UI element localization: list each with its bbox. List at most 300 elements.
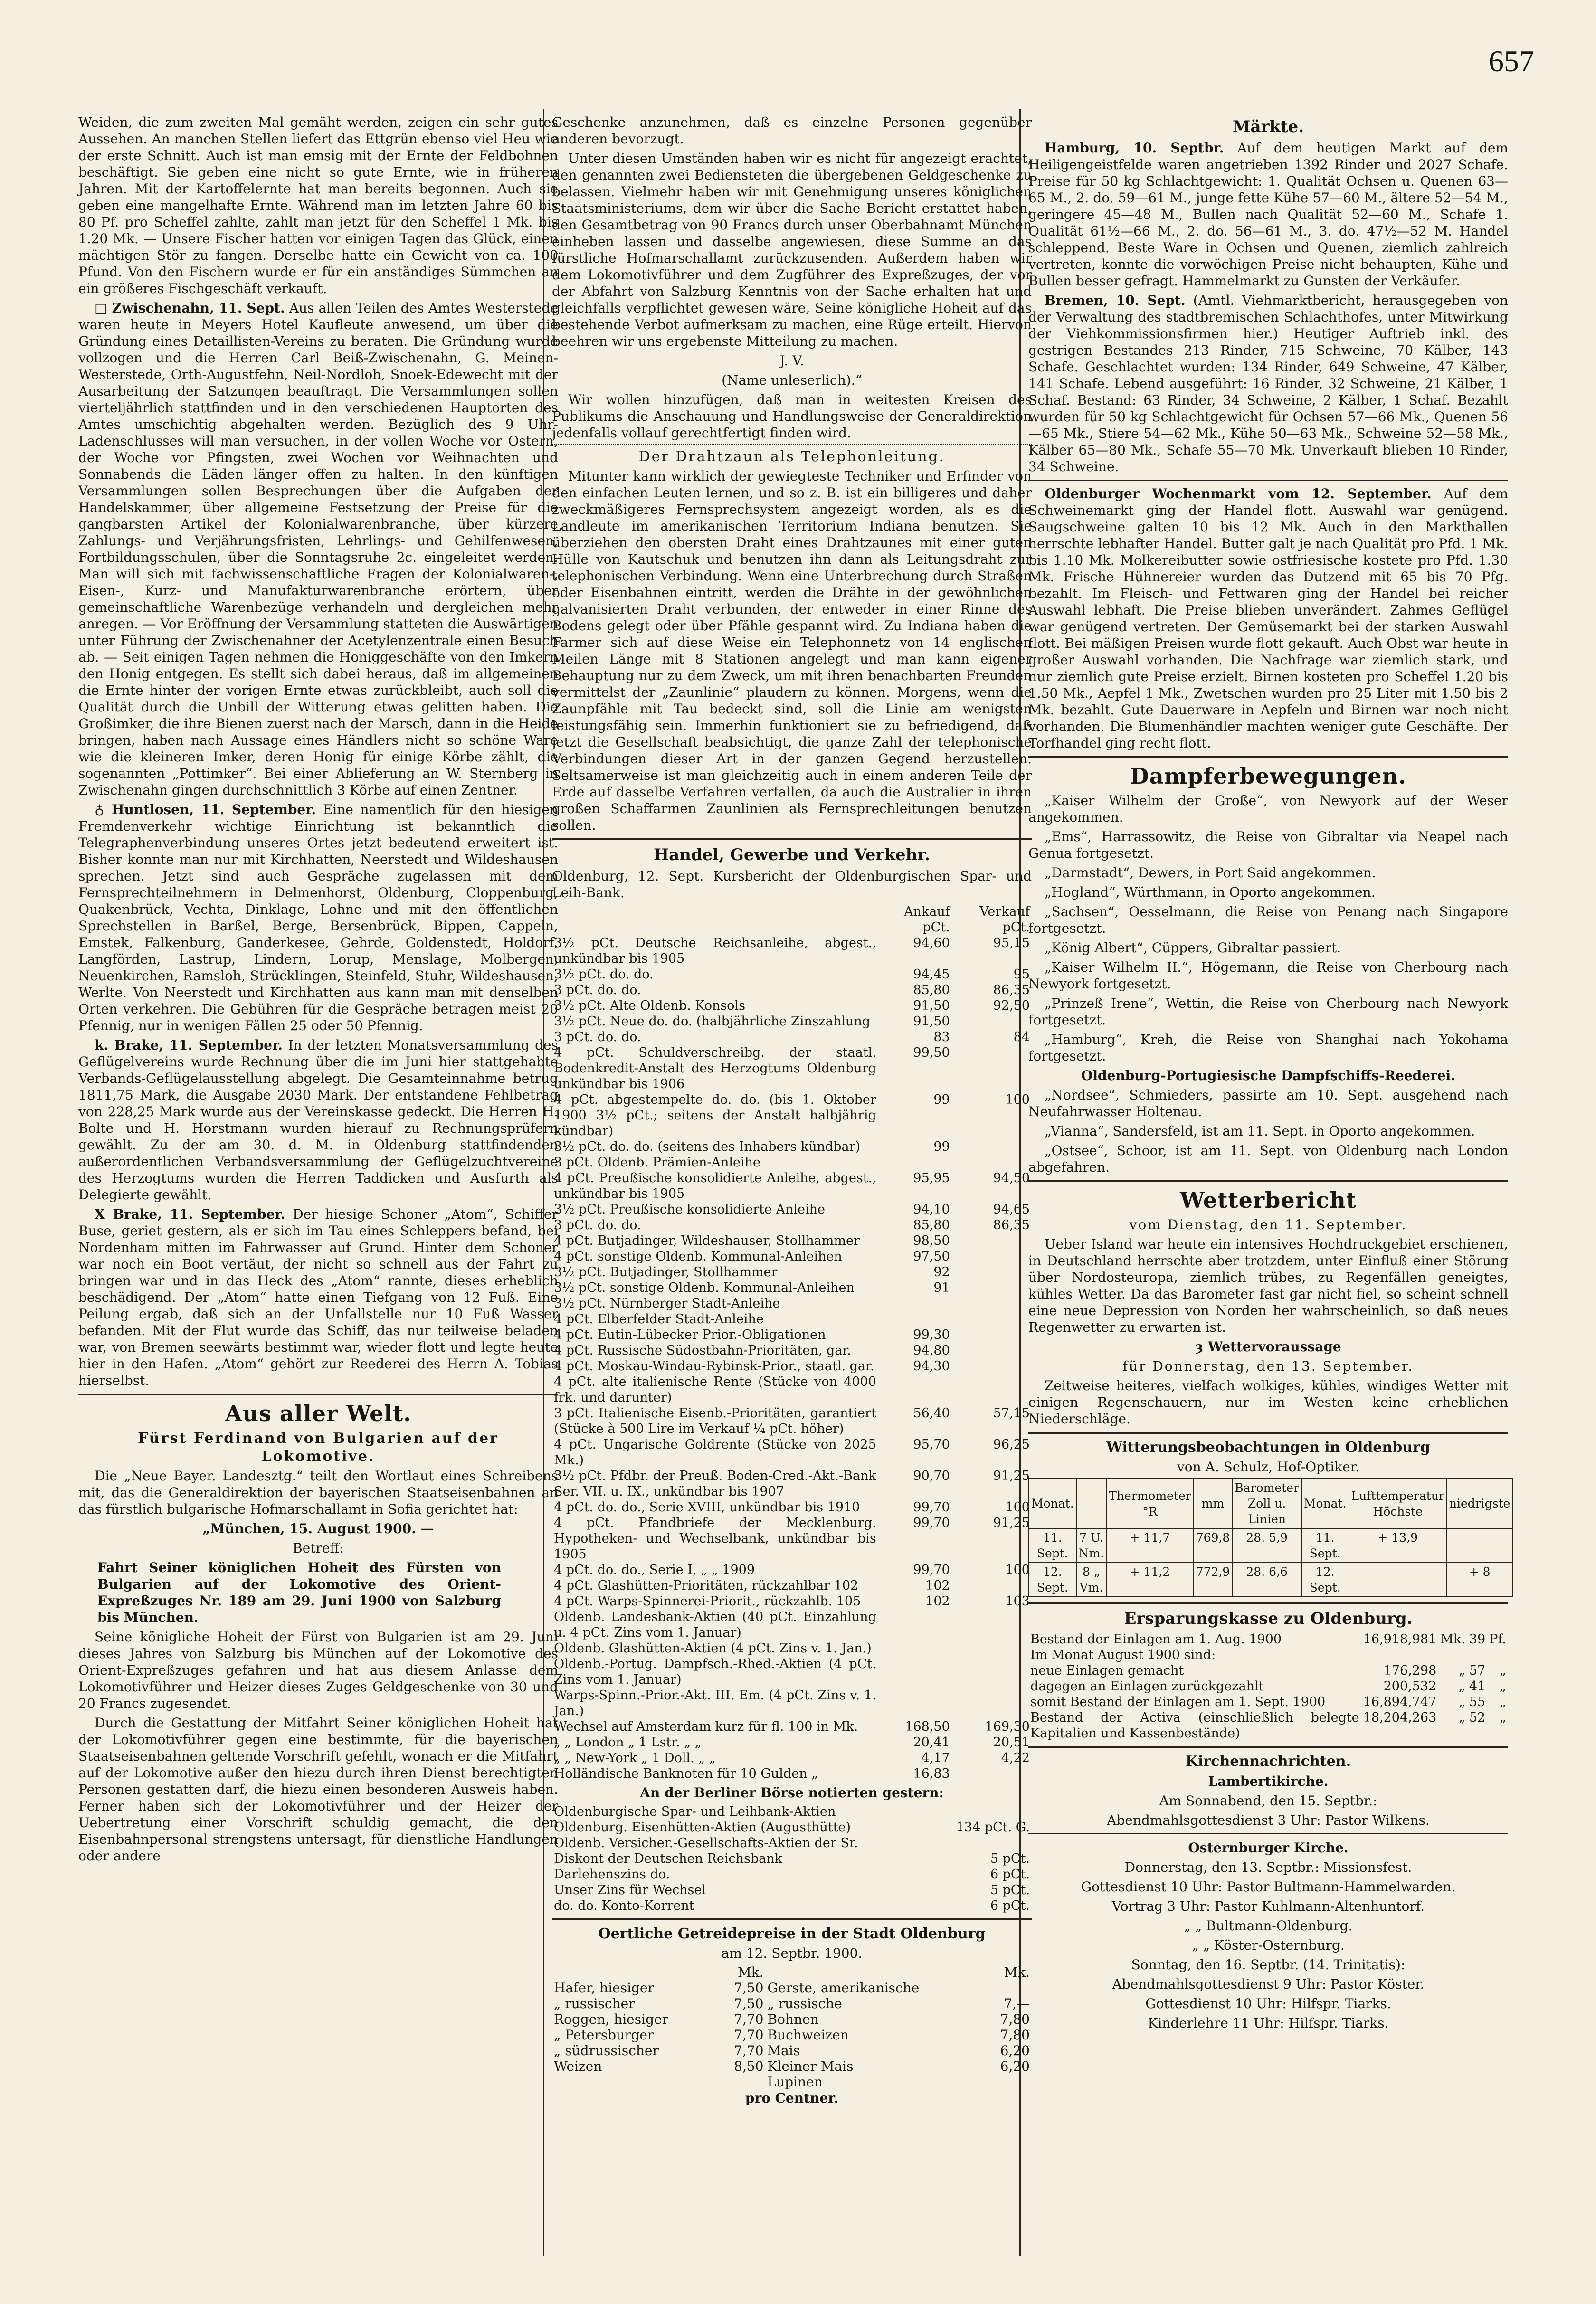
headline-drahtzaun: Der Drahtzaun als Telephonleitung.: [638, 448, 945, 465]
kurs-value: [952, 1280, 1032, 1296]
kurs-value: 95,95: [913, 1171, 950, 1185]
article-drahtzaun: Mitunter kann wirklich der gewiegteste Techniker und Erfinder von den einfachen Leuten lernen, und so z. B. ist ein billigeres und daher zweckmäßigeres Fernsprechsystem angezeigt worden, als es die Landleute im amerikanischen Territorium Indiana benutzen. Sie überziehen den obersten Draht eines Drahtzaunes mit einer guten Hülle von Kautschuk und benutzen ihn dann als Leitungsdraht zur telephonischen Verbindung. Wenn eine Unterbrechung durch Straßen oder Eisenbahnen eintritt, werden die Drähte in der gewöhnlichen galvanisierten Draht verbunden, der entweder in einer Rinne des Bodens gelegt oder über Pfähle gespannt wird. Zu Indiana haben die Farmer sich auf diese Weise ein Telephonnetz von 14 englischen Meilen Länge mit 8 Stationen angelegt und man kann eigener Behauptung nur zu dem Zweck, um mit ihren benachbarten Freunden vermittelst der „Zaunlinie“ plaudern zu können. Morgens, wenn die Zaunpfähle mit Tau bedeckt sind, soll die Linie am wenigsten leistungsfähig sein. Immerhin funktioniert sie zu befriedigend, daß jetzt die Gesellschaft beabsichtigt, die ganze Zahl der telephonische Verbindungen dieser Art in der ganzen Gegend herzustellen. Seltsamerweise ist man gleichzeitig auch in einem anderen Teile der Erde auf dasselbe Verfahren verfallen, da auch die Australier in ihren großen Schaffarmen Zaunlinien als Fernsprechleitungen benutzen sollen.: [552, 468, 1032, 833]
kurs-label: 4 pCt. Preußische konsolidierte Anleihe, abgest., unkündbar bis 1905: [554, 1171, 876, 1201]
kurs-value: 94,45: [913, 967, 950, 982]
kurs-row: [552, 1735, 1032, 1750]
kurs-value: 95: [1013, 967, 1030, 982]
spar-value: „: [1458, 1663, 1465, 1678]
spar-label: somit Bestand der Einlagen am 1. Sept. 1900: [1030, 1695, 1326, 1709]
osternburger-line: Sonntag, den 16. Septbr. (14. Trinitatis):: [1131, 1957, 1406, 1972]
getreide-grain: Gerste, amerikanische: [767, 1980, 920, 1996]
article-paragraph: Wir wollen hinzufügen, daß man in weitesten Kreisen des Publikums die Anschauung und Handlungsweise der Generaldirektion jedenfalls vollauf gerechtfertigt finden wird.: [552, 392, 1032, 441]
spar-value: 176,298: [1383, 1663, 1437, 1678]
kurs-value: 103: [1005, 1594, 1030, 1609]
kurs-label: 4 pCt. Ungarische Goldrente (Stücke von 2025 Mk.): [554, 1437, 876, 1468]
kurs-col-header: Verkauf: [979, 904, 1030, 919]
kurs-value: 91: [933, 1280, 950, 1295]
kurs-value: 86,35: [993, 983, 1030, 997]
beob-cell: 11. Sept.: [1302, 1528, 1349, 1563]
berliner-head: An der Berliner Börse notierten gestern:: [640, 1785, 944, 1801]
osternburger-line: Abendmahlsgottesdienst 9 Uhr: Pastor Köster.: [1112, 1976, 1425, 1992]
kurs-row: [552, 1515, 1032, 1562]
getreide-row: [552, 1996, 1032, 2011]
kurs-value: 99,30: [913, 1327, 950, 1342]
dateline: k. Brake, 11. September.: [95, 1037, 283, 1053]
getreide-price: 7,50: [734, 1996, 764, 2011]
getreide-price: 7,80: [1000, 2011, 1030, 2027]
kurs-label: 4 pCt. Elberfelder Stadt-Anleihe: [554, 1312, 764, 1327]
spar-value: „: [1500, 1695, 1506, 1709]
spar-row: [1028, 1631, 1508, 1647]
spar-row: [1028, 1678, 1508, 1694]
kurs-row: [552, 1688, 1032, 1719]
kurs-row: [552, 1750, 1032, 1766]
kurs-value: [952, 1656, 1032, 1688]
letter-date: „München, 15. August 1900. —: [202, 1521, 434, 1536]
kurs-value: [878, 1688, 952, 1719]
osternburger-line: Gottesdienst 10 Uhr: Hilfspr. Tiarks.: [1145, 1996, 1391, 2011]
spar-value: [1467, 1647, 1487, 1663]
kurs-value: 102: [925, 1578, 950, 1593]
beob-cell: 28. 6,6: [1232, 1563, 1302, 1597]
kurs-value: 20,41: [913, 1735, 950, 1750]
kurs-label: 3½ pCt. Butjadinger, Stollhammer: [554, 1265, 778, 1280]
beob-cell: + 13,9: [1349, 1528, 1447, 1563]
reederei-item: „Ostsee“, Schoor, ist am 11. Sept. von Oldenburg nach London abgefahren.: [1028, 1143, 1508, 1175]
berliner-label: Oldenb. Versicher.-Gesellschafts-Aktien der Sr.: [554, 1836, 858, 1850]
kurs-value: 94,80: [913, 1343, 950, 1358]
spar-value: Pf.: [1489, 1632, 1506, 1647]
spar-row: [1028, 1647, 1508, 1663]
kurs-col-header: Ankauf: [903, 904, 950, 919]
beob-cell: + 11,7: [1106, 1528, 1194, 1563]
getreide-row: [552, 1980, 1032, 1996]
dateline: Hamburg, 10. Septbr.: [1045, 140, 1224, 156]
kurs-label: 3½ pCt. Alte Oldenb. Konsols: [554, 998, 745, 1013]
section-divider: [1028, 1432, 1508, 1434]
wettervoraussage-sub: für Donnerstag, den 13. September.: [1122, 1358, 1414, 1374]
kurs-row: [552, 1217, 1032, 1233]
kurs-row: [552, 1405, 1032, 1437]
getreide-unit: Mk.: [1004, 1964, 1030, 1980]
berliner-value: 134 pCt. G.: [956, 1820, 1030, 1835]
kurs-row: [552, 1437, 1032, 1468]
kurs-label: 4 pCt. Schuldverschreibg. der staatl. Bodenkredit-Anstalt des Herzogtums Oldenburg unkündbar bis 1906: [554, 1045, 876, 1091]
dampfer-item: „Kaiser Wilhelm II.“, Högemann, die Reise von Cherbourg nach Newyork fortgesetzt.: [1028, 959, 1508, 992]
kurs-value: 92: [933, 1265, 950, 1280]
kurs-label: Warps-Spinn.-Prior.-Akt. III. Em. (4 pCt. Zins v. 1. Jan.): [554, 1688, 876, 1718]
dampfer-item: „Darmstadt“, Dewers, in Port Said angekommen.: [1045, 865, 1376, 881]
kurs-label: 4 pCt. Moskau-Windau-Rybinsk-Prior., staatl. gar.: [554, 1359, 874, 1374]
getreide-grain: „ russische: [767, 1996, 842, 2011]
berliner-label: Unser Zins für Wechsel: [554, 1883, 706, 1897]
spar-row: [1028, 1710, 1508, 1741]
kurs-label: 4 pCt. do. do., Serie I, „ „ 1909: [554, 1563, 755, 1577]
kurs-value: 99,50: [913, 1045, 950, 1060]
kurs-row: [552, 1468, 1032, 1499]
kurs-value: 4,17: [921, 1751, 950, 1765]
berliner-label: Darlehenszins do.: [554, 1867, 670, 1882]
dampfer-item: „König Albert“, Cüppers, Gibraltar passiert.: [1045, 940, 1341, 956]
berliner-row: [552, 1898, 1032, 1914]
spar-label: Im Monat August 1900 sind:: [1030, 1648, 1216, 1662]
kurs-value: 95,70: [913, 1437, 950, 1452]
getreide-grain: „ südrussischer: [554, 2043, 659, 2058]
lamberti-head: Lambertikirche.: [1208, 1773, 1329, 1789]
kurs-label: 3½ pCt. sonstige Oldenb. Kommunal-Anleihen: [554, 1280, 855, 1295]
osternburger-line: Donnerstag, den 13. Septbr.: Missionsfest.: [1124, 1859, 1412, 1875]
article-body: Aus allen Teilen des Amtes Westerstede waren heute in Meyers Hotel Kaufleute anwesend, um über die Gründung eines Detaillisten-Vereins zu beraten. Die Gründung wurde vollzogen und die Herren Carl Beiß-Zwischenahn, G. Meinen-Westerstede, Orth-Augustfehn, Neil-Nordloh, Snoek-Edewecht mit der Ausarbeitung der Satzungen beauftragt. Die Versammlungen sollen vierteljährlich stattfinden und in den verschiedenen Hauptorten des Amtes umschichtig abgehalten werden. Bezüglich des 9 Uhr-Ladenschlusses will man versuchen, in der vollen Woche vor Ostern, der Woche vor Pfingsten, zwei Wochen vor Weihnachten und Sonnabends die Läden länger offen zu halten. In den künftigen Versammlungen sollen Besprechungen über die Aufgaben der Handelskammer, über allgemeine Festsetzung der Preise für die gangbarsten Artikel der Kolonialwarenbranche, über kürzere Zahlungs- und Verjährungsfristen, Lehrlings- und Gehilfenwesen, Fortbildungsschulen, über die Sonntagsruhe 2c. eingeleitet werden. Man will sich mit fachwissenschaftliche Fragen der Kolonialwaren-, Eisen-, Kurz- und Manufakturwarenbranche erörtern, über gemeinschaftliche Warenbezüge verhandeln und dergleichen mehr anregen. — Vor Eröffnung der Versammlung statteten die Auswärtigen unter Führung der Zwischenahner der Acetylenzentrale einen Besuch ab. — Seit einigen Tagen nehmen die Honiggeschäfte von den Imkern den Honig entgegen. Es stellt sich dabei heraus, daß im allgemeinen die Ernte hinter der vorigen Ernte etwas zurückbleibt, auch soll die Qualität durch die Unbill der Witterung etwas gelitten haben. Die Großimker, die ihre Bienen zuerst nach der Marsch, dann in die Heide bringen, haben nach Aussage eines Händlers nicht so schöne Ware wie die kleineren Imker, deren Honig für einige Körbe zählt, die sogenannten „Pottimker“. Bei einer Ablieferung an W. Sternberg in Zwischenahn gingen durchschnittlich 3 Körbe auf einen Zentner.: [78, 300, 558, 798]
getreide-grain: Hafer, hiesiger: [554, 1980, 654, 1996]
berliner-value: 5 pCt.: [990, 1851, 1030, 1866]
kurs-row: [552, 1264, 1032, 1280]
berliner-row: [552, 1882, 1032, 1898]
article-zwischenahn: [78, 300, 558, 798]
spar-value: „: [1458, 1679, 1465, 1694]
kurs-row: [552, 1327, 1032, 1343]
article-body: Auf dem heutigen Markt auf dem Heiligengeistfelde waren angetrieben 1392 Rinder und 2027 Schafe. Preise für 50 kg Schlachtgewicht: 1. Qualität Ochsen u. Quenen 63—65 M., 2. do. 59—61 M., junge fette Kühe 57—60 M., ältere 52—54 M., geringere 45—48 M., Bullen nach Qualität 52—60 M., Schafe 1. Qualität 61½—66 M., 2. do. 56—61 M., 3. do. 47½—52 M. Handel schleppend. Beste Ware in Ochsen und Quenen, ziemlich zahlreich vertreten, konnte die vorwöchigen Preise nicht behaupten, Kühe und Bullen besser gefragt. Hammelmarkt zu Gunsten der Verkäufer.: [1028, 140, 1509, 289]
kurs-value: 168,50: [905, 1719, 950, 1734]
getreide-row: [552, 2027, 1032, 2043]
dampfer-list: [1028, 792, 1508, 1064]
beob-col-header: Lufttemperatur Höchste: [1349, 1479, 1447, 1528]
kurs-row: [552, 1656, 1032, 1688]
kurs-row: [552, 1014, 1032, 1029]
reederei-head: Oldenburg-Portugiesische Dampfschiffs-Reederei.: [1081, 1068, 1455, 1083]
kurs-value: [952, 1358, 1032, 1374]
divider: [1028, 1833, 1508, 1834]
getreide-table: [552, 1964, 1032, 2090]
kurs-row: [552, 1280, 1032, 1296]
dampfer-item: „Hogland“, Würthmann, in Oporto angekommen.: [1045, 884, 1376, 900]
kurs-row: [552, 1640, 1032, 1656]
beob-cell: 769,8: [1194, 1528, 1233, 1563]
spar-value: 200,532: [1383, 1679, 1437, 1694]
kurs-row: [552, 1593, 1032, 1609]
berliner-row: [552, 1835, 1032, 1851]
divider: [1028, 480, 1508, 481]
kurs-label: 3 pCt. Italienische Eisenb.-Prioritäten, garantiert (Stücke à 500 Lire im Verkauf ¼ pCt. höher): [554, 1406, 876, 1436]
spar-value: 16,894,747: [1363, 1695, 1437, 1709]
getreide-grain: „ russischer: [554, 1996, 635, 2011]
article-body: In der letzten Monatsversammlung des Geflügelvereins wurde Rechnung über die im Juni hier stattgehabte Verbands-Geflügelausstellung abgelegt. Die Gesamteinnahme betrug 1811,75 Mark, die Ausgabe 2030 Mark. Der entstandene Fehlbetrag von 228,25 Mark wurde aus der Vereinskasse gedeckt. Die Herren H. Bolte und H. Horstmann wurden hierauf zu Rechnungsprüfern gewählt. Zu der am 30. d. M. in Oldenburg stattfindenden außerordentlichen Verbandsversammlung der Geflügelzuchtvereine des Herzogtums wurden die Herren Taddicken und Ausfurth als Delegierte gewählt.: [78, 1037, 558, 1203]
spar-value: „: [1458, 1695, 1465, 1709]
kurs-row: [552, 1358, 1032, 1374]
getreide-row: [552, 2074, 1032, 2090]
kurs-value: [952, 1139, 1032, 1155]
kurs-value: 100: [1005, 1563, 1030, 1577]
kurs-label: Oldenb. Glashütten-Aktien (4 pCt. Zins v. 1. Jan.): [554, 1641, 872, 1656]
kurs-value: 169,30: [985, 1719, 1030, 1734]
kurs-value: [878, 1609, 952, 1640]
reederei-item: „Vianna“, Sandersfeld, ist am 11. Sept. in Oporto angekommen.: [1045, 1123, 1475, 1139]
kurs-label: 3½ pCt. do. do.: [554, 967, 654, 982]
getreide-grain: Mais: [767, 2043, 800, 2058]
wettervoraussage-head: ȝ Wettervoraussage: [1195, 1339, 1341, 1355]
kurs-value: 90,70: [913, 1469, 950, 1483]
kurs-label: Holländische Banknoten für 10 Gulden „: [554, 1766, 818, 1781]
article-paragraph: Unter diesen Umständen haben wir es nicht für angezeigt erachtet, den genannten zwei Bediensteten die übergebenen Geldgeschenke zu belassen. Vielmehr haben wir mit Genehmigung unseres königlichen Staatsministeriums, dem wir über die Sache Bericht erstattet haben, den Gesamtbetrag von 90 Francs durch unser Oberbahnamt München einheben lassen und dasselbe angewiesen, diese Summe an das fürstliche Hofmarschallamt zurückzusenden. Außerdem haben wir dem Lokomotivführer und dem Zugführer des Expreßzuges, der vor der Abfahrt von Salzburg Kenntnis von der Sache erhalten hat und gleichfalls verpflichtet gewesen wäre, Seine königliche Hoheit auf das bestehende Verbot aufmerksam zu machen, eine Rüge erteilt. Hiervon beehren wir uns ergebenste Mitteilung zu machen.: [552, 151, 1032, 349]
column-3: [1028, 114, 1508, 2034]
getreide-foot: pro Centner.: [745, 2090, 839, 2106]
article-body: Eine namentlich für den hiesigen Fremdenverkehr wichtige Einrichtung ist bekanntlich die Telegraphenverbindung unseres Ortes jetzt bedeutend erweitert ist. Bisher konnte man nur mit Kirchhatten, Neerstedt und Wildeshausen sprechen. Jetzt sind auch Gespräche zugelassen mit dem Fernsprechteilnehmern in Delmenhorst, Oldenburg, Cloppenburg, Quakenbrück, Vechta, Dinklage, Lohne und mit den öffentlichen Sprechstellen in Barßel, Berge, Bersenbrück, Bippen, Cappeln, Emstek, Falkenburg, Ganderkesee, Gehrde, Goldenstedt, Holdorf, Langförden, Lastrup, Lindern, Lorup, Menslage, Molbergen, Neuenkirchen, Ramsloh, Strücklingen, Steinfeld, Stuhr, Wildeshausen, Werlte. Von Neerstedt und Kirchhatten aus kann man mit denselben Orten verkehren. Die Gebühren für die Gespräche betragen meist 20 Pfennig, nur in wenigen Fällen 25 oder 50 Pfennig.: [78, 802, 558, 1033]
kurs-label: 3 pCt. do. do.: [554, 983, 641, 997]
getreide-grain: Buchweizen: [767, 2027, 849, 2043]
kurs-row: [552, 1029, 1032, 1045]
article-body: Der hiesige Schoner „Atom“, Schiffer Buse, geriet gestern, als er sich im Tau eines Schleppers befand, bei Nordenham mitten im Fahrwasser auf Grund. Hinter dem Schoner war noch ein Boot vertäut, der nicht so schnell aus der Fahrt zu bringen war und in das Heck des „Atom“ rannte, dieses erheblich beschädigend. Der „Atom“ hatte einen Tiefgang von 12 Fuß. Eine Peilung ergab, daß sich an der Unfallstelle nur 10 Fuß Wasser befanden. Mit der Flut wurde das Schiff, das nur teilweise beladen war, von Bremen seewärts bestimmt war, wieder flott und legte heute hier in den Hafen. „Atom“ gehört zur Reederei des Herrn A. Tobias hierselbst.: [78, 1206, 559, 1388]
spar-value: 55: [1469, 1695, 1486, 1709]
kurs-value: 102: [925, 1594, 950, 1609]
kurs-value: [952, 1640, 1032, 1656]
section-divider: [1028, 1746, 1508, 1748]
kurs-label: 4 pCt. alte italienische Rente (Stücke von 4000 frk. und darunter): [554, 1375, 876, 1405]
kurs-value: [952, 1045, 1032, 1092]
kurs-value: 91,25: [993, 1469, 1030, 1483]
getreide-price: 7,80: [1000, 2027, 1030, 2043]
kurs-label: 4 pCt. sonstige Oldenb. Kommunal-Anleihen: [554, 1249, 842, 1264]
osternburger-line: „ „ Bultmann-Oldenburg.: [1184, 1918, 1353, 1934]
kurs-label: 4 pCt. Russische Südostbahn-Prioritäten, gar.: [554, 1343, 851, 1358]
kurs-label: 3½ pCt. Deutsche Reichsanleihe, abgest., unkündbar bis 1905: [554, 936, 876, 966]
kurs-value: [952, 1766, 1032, 1782]
spar-value: Mk.: [1440, 1632, 1465, 1647]
kurs-value: 99,70: [913, 1563, 950, 1577]
section-divider: [1028, 1180, 1508, 1182]
beob-cell: 7 U. Nm.: [1076, 1528, 1107, 1563]
kurs-value: [878, 1374, 952, 1405]
berliner-label: do. do. Konto-Korrent: [554, 1898, 694, 1913]
beob-head: Witterungsbeobachtungen in Oldenburg: [1106, 1439, 1430, 1456]
kurs-row: [552, 1719, 1032, 1735]
osternburger-line: „ „ Köster-Osternburg.: [1192, 1937, 1345, 1953]
kurs-value: 92,50: [993, 998, 1030, 1013]
spar-label: Bestand der Activa (einschließlich belegte Kapitalien und Kassenbestände): [1030, 1710, 1359, 1741]
kurs-row: [552, 1202, 1032, 1217]
article-brake-1: [78, 1037, 558, 1203]
kurs-label: 3 pCt. Oldenb. Prämien-Anleihe: [554, 1155, 760, 1170]
kurs-label: Oldenb. Landesbank-Aktien (40 pCt. Einzahlung u. 4 pCt. Zins vom 1. Januar): [554, 1610, 876, 1640]
dateline: □ Zwischenahn, 11. Sept.: [95, 300, 285, 316]
kurs-value: 86,35: [993, 1218, 1030, 1233]
berliner-row: [552, 1804, 1032, 1820]
getreide-grain: [552, 2074, 718, 2090]
getreide-price: 7,50: [734, 1980, 764, 1996]
getreide-head: Oertliche Getreidepreise in der Stadt Oldenburg: [598, 1925, 986, 1942]
article-local-news: Weiden, die zum zweiten Mal gemäht werden, zeigen ein sehr gutes Aussehen. An manchen Stellen liefert das Ettgrün ebenso viel Heu wie der erste Schnitt. Auch ist man emsig mit der Ernte der Feldbohnen beschäftigt. Sie geben eine nicht so gute Ernte, wie in früheren Jahren. Mit der Kartoffelernte hat man bereits begonnen. Auch sie geben eine mangelhafte Ernte. Während man im letzten Jahre 60 bis 80 Pf. pro Scheffel zahlte, zahlt man jetzt für den Scheffel 1 Mk. bis 1.20 Mk. — Unsere Fischer hatten vor einigen Tagen das Glück, einen mächtigen Stör zu fangen. Derselbe hatte ein Gewicht von ca. 100 Pfund. Von den Fischern wurde er für ein anständiges Sümmchen an ein größeres Fischgeschäft verkauft.: [78, 114, 558, 296]
kurs-label: 3½ pCt. Preußische konsolidierte Anleihe: [554, 1202, 826, 1217]
kurs-value: 95,15: [993, 936, 1030, 950]
getreide-price: 7,70: [734, 2027, 764, 2043]
getreide-price: 7,70: [734, 2011, 764, 2027]
kurs-label: „ „ London „ 1 Lstr. „ „: [554, 1735, 702, 1750]
beob-col-header: [1076, 1479, 1107, 1528]
section-divider: [552, 1918, 1032, 1920]
section-title-maerkte: Märkte.: [1232, 117, 1304, 136]
spar-label: dagegen an Einlagen zurückgezahlt: [1030, 1679, 1264, 1694]
berliner-label: Diskont der Deutschen Reichsbank: [554, 1851, 782, 1866]
kurs-value: 4,22: [1001, 1751, 1030, 1765]
kurs-value: [952, 1343, 1032, 1358]
kurs-row: [552, 1170, 1032, 1202]
article-bremen: [1028, 292, 1508, 475]
kurs-value: [952, 1578, 1032, 1593]
getreide-grain: Roggen, hiesiger: [554, 2011, 668, 2027]
kurs-value: 84: [1013, 1030, 1030, 1044]
article-paragraph: Die „Neue Bayer. Landesztg.“ teilt den Wortlaut eines Schreibens mit, das die Generaldirektion der bayerischen Staatseisenbahnen an das fürstlich bulgarische Hofmarschallamt in Sofia gerichtet hat:: [78, 1468, 558, 1517]
article-huntlosen: [78, 801, 558, 1034]
kurs-value: 94,30: [913, 1359, 950, 1374]
kurs-label: 4 pCt. Butjadinger, Wildeshauser, Stollhammer: [554, 1233, 860, 1248]
article-paragraph: Durch die Gestattung der Mitfahrt Seiner königlichen Hoheit hat der Lokomotivführer gegen eine bestimmte, für die bayerischen Staatseisenbahnen geltende Vorschrift gefehlt, wonach er die Mitfahrt auf der Lokomotive außer den hiezu durch ihren Dienst berechtigten Personen gestatten darf, die hiezu einen besonderen Ausweis haben. Ferner haben sich der Lokomotivführer und der Heizer der Uebertretung einer Vorschrift schuldig gemacht, die den Eisenbahnpersonal strengstens untersagt, für dienstliche Handlungen oder andere: [78, 1715, 558, 1864]
spar-value: [1361, 1647, 1439, 1663]
kurs-label: Wechsel auf Amsterdam kurz für fl. 100 in Mk.: [554, 1719, 858, 1734]
kurs-value: [952, 1264, 1032, 1280]
spar-row: [1028, 1663, 1508, 1678]
osternburger-line: Vortrag 3 Uhr: Pastor Kuhlmann-Altenhuntorf.: [1112, 1898, 1425, 1914]
kurs-row: [552, 1499, 1032, 1515]
kurs-value: [952, 1688, 1032, 1719]
page-number: 657: [1489, 44, 1534, 78]
beob-header-row: [1029, 1479, 1512, 1528]
kurs-label: Oldenb.-Portug. Dampfsch.-Rhed.-Aktien (4 pCt. Zins vom 1. Januar): [554, 1657, 876, 1687]
kurs-value: [952, 1296, 1032, 1311]
lamberti-line: Am Sonnabend, den 15. Septbr.:: [1159, 1793, 1378, 1809]
section-divider: [78, 1394, 558, 1395]
kurs-value: 91,50: [913, 998, 950, 1013]
kurs-intro: Oldenburg, 12. Sept. Kursbericht der Oldenburgischen Spar- und Leih-Bank.: [552, 868, 1032, 901]
beob-col-header: Thermometer °R: [1106, 1479, 1194, 1528]
reederei-item: „Nordsee“, Schmieders, passirte am 10. Sept. ausgehend nach Neufahrwasser Holtenau.: [1028, 1087, 1508, 1119]
getreide-price: 7,70: [734, 2043, 764, 2058]
section-divider: [1028, 756, 1508, 758]
dampfer-item: „Ems“, Harrassowitz, die Reise von Gibraltar via Neapel nach Genua fortgesetzt.: [1028, 829, 1508, 861]
kurs-row: [552, 1311, 1032, 1327]
beob-row: [1029, 1528, 1512, 1563]
kurs-row: [552, 1092, 1032, 1139]
kurs-label: 3½ pCt. Pfdbr. der Preuß. Boden-Cred.-Akt.-Bank Ser. VII. u. IX., unkündbar bis 1907: [554, 1469, 876, 1499]
section-divider: [552, 838, 1032, 840]
kurs-body: [552, 935, 1032, 1782]
osternburger-head: Osternburger Kirche.: [1188, 1840, 1349, 1856]
kurs-row: [552, 1578, 1032, 1593]
berliner-value: 6 pCt.: [990, 1898, 1030, 1913]
kurs-value: [952, 1233, 1032, 1249]
signature-name: (Name unleserlich).“: [722, 372, 862, 388]
kurs-value: [878, 1640, 952, 1656]
section-title-wetter: Wetterbericht: [1179, 1187, 1357, 1213]
kurs-unit: pCt.: [922, 920, 950, 935]
kurs-label: „ „ New-York „ 1 Doll. „ „: [554, 1751, 716, 1765]
beob-sub: von A. Schulz, Hof-Optiker.: [1177, 1459, 1359, 1475]
spar-label: Bestand der Einlagen am 1. Aug. 1900: [1030, 1632, 1282, 1647]
betreff-label: Betreff:: [293, 1540, 344, 1556]
kurs-value: 99,70: [913, 1516, 950, 1530]
beob-cell: 12. Sept.: [1302, 1563, 1349, 1597]
kurs-value: 94,10: [913, 1202, 950, 1217]
wetter-sub: vom Dienstag, den 11. September.: [1129, 1217, 1407, 1233]
getreide-price: [718, 2074, 765, 2090]
berliner-table: [552, 1804, 1032, 1914]
kurs-value: 83: [933, 1030, 950, 1044]
spar-value: [1438, 1647, 1467, 1663]
kurs-header-row: [552, 904, 1032, 920]
kurs-row: [552, 1233, 1032, 1249]
kurs-value: 98,50: [913, 1233, 950, 1248]
kurs-value: 96,25: [993, 1437, 1030, 1452]
getreide-price: [985, 1980, 1032, 1996]
dampfer-item: „Prinzeß Irene“, Wettin, die Reise von Cherbourg nach Newyork fortgesetzt.: [1028, 996, 1508, 1028]
article-paragraph: Geschenke anzunehmen, daß es einzelne Personen gegenüber anderen bevorzugt.: [552, 114, 1032, 147]
kurs-row: [552, 1343, 1032, 1358]
betreff-text: Fahrt Seiner königlichen Hoheit des Fürsten von Bulgarien auf der Lokomotive des Orient-Expreßzuges Nr. 189 am 29. Juni 1900 von Salzburg bis München.: [97, 1560, 501, 1625]
kurs-value: 20,51: [993, 1735, 1030, 1750]
beob-table: [1028, 1478, 1513, 1597]
spar-value: „: [1500, 1710, 1506, 1725]
beob-cell: + 8: [1447, 1563, 1513, 1597]
kurs-row: [552, 935, 1032, 967]
getreide-price: 6,20: [1000, 2043, 1030, 2058]
lamberti-line: Abendmahlsgottesdienst 3 Uhr: Pastor Wilkens.: [1107, 1812, 1430, 1828]
kurs-label: 3½ pCt. Nürnberger Stadt-Anleihe: [554, 1296, 780, 1311]
beob-col-header: Monat.: [1029, 1479, 1076, 1528]
getreide-date: am 12. Septbr. 1900.: [721, 1945, 863, 1961]
spar-value: 16,918,981: [1363, 1632, 1437, 1647]
kurs-row: [552, 1374, 1032, 1405]
section-title-dampfer: Dampferbewegungen.: [1130, 763, 1407, 789]
spar-table: [1028, 1631, 1508, 1741]
spar-value: 52: [1469, 1710, 1486, 1725]
getreide-grain: „ Petersburger: [554, 2027, 654, 2043]
berliner-value: 5 pCt.: [990, 1883, 1030, 1897]
spar-label: neue Einlagen gemacht: [1030, 1663, 1184, 1678]
spar-value: 18,204,263: [1363, 1710, 1437, 1725]
column-2: [552, 114, 1032, 2109]
kurs-value: 16,83: [913, 1766, 950, 1781]
kurs-label: 3 pCt. do. do.: [554, 1218, 641, 1233]
spar-value: „: [1500, 1679, 1506, 1694]
kurs-value: 99: [933, 1139, 950, 1154]
article-body: Auf dem Schweinemarkt ging der Handel flott. Auswahl war genügend. Saugschweine galten 10 bis 12 Mk. Auch in den Markthallen herrschte lebhafter Handel. Butter galt je nach Qualität pro Pfd. 1 Mk. bis 1.10 Mk. Molkereibutter sowie ostfriesische kostete pro Pfd. 1.30 Mk. Frische Hühnereier wurden das Dutzend mit 65 bis 70 Pfg. bezahlt. Im Fleisch- und Fettwaren ging der Handel bei reicher Auswahl lebhaft. Die Preise blieben unverändert. Zahmes Geflügel war genügend vertreten. Der Gemüsemarkt bei der starken Auswahl flott. Bei mäßigen Preisen wurde flott gekauft. Auch Obst war heute in großer Auswahl vorhanden. Die Nachfrage war ziemlich stark, und nur ziemlich gute Preise erzielt. Birnen kosteten pro Scheffel 1.20 bis 1.50 Mk., Aepfel 1 Mk., Zwetschen wurden pro 25 Liter mit 1.50 bis 2 Mk. bezahlt. Gute Dauerware in Aepfeln und Birnen war noch nicht vorhanden. Die Blumenhändler machten weniger gute Geschäfte. Der Torfhandel ging recht flott.: [1028, 486, 1508, 751]
kurs-row: [552, 1296, 1032, 1311]
article-wochenmarkt: [1028, 485, 1508, 751]
kurs-row: [552, 967, 1032, 982]
kurs-label: 3 pCt. do. do.: [554, 1030, 641, 1044]
kurs-unit-row: [552, 920, 1032, 935]
kurs-unit: pCt.: [1002, 920, 1030, 935]
beob-col-header: Barometer Zoll u. Linien: [1232, 1479, 1302, 1528]
kurs-row: [552, 1155, 1032, 1170]
dampfer-item: „Hamburg“, Kreh, die Reise von Shanghai nach Yokohama fortgesetzt.: [1028, 1032, 1508, 1064]
osternburger-list: [1028, 1859, 1508, 2031]
wetter-text: Ueber Island war heute ein intensives Hochdruckgebiet erschienen, in Deutschland herrschte aber trotzdem, unter Einfluß einer Störung über Nordosteuropa, ziemlich trübes, zu Regenfällen geneigtes, kühles Wetter. Da das Barometer fast gar nicht fiel, so scheint schnell eine neue Depression von Norden her wahrscheinlich, so daß neues Regenwetter zu erwarten ist.: [1028, 1236, 1508, 1335]
spar-head: Ersparungskasse zu Oldenburg.: [1124, 1609, 1413, 1628]
spar-value: 57: [1469, 1663, 1486, 1678]
kurs-value: 94,50: [993, 1171, 1030, 1185]
article-paragraph: Seine königliche Hoheit der Fürst von Bulgarien ist am 29. Juni dieses Jahres von Salzburg bis München auf der Lokomotive des Orient-Expreßzuges gefahren und hat aus diesem Anlasse dem Lokomotivführer und Heizer dieses Zuges Geldgeschenke von 30 und 20 Francs zugesendet.: [78, 1629, 558, 1711]
getreide-grain: Kleiner Mais: [767, 2058, 854, 2074]
kurs-value: 94,60: [913, 936, 950, 950]
kurs-value: 99: [933, 1092, 950, 1107]
kurs-label: 3½ pCt. do. do. (seitens des Inhabers kündbar): [554, 1139, 861, 1154]
kurs-row: [552, 1249, 1032, 1264]
signature-jv: J. V.: [779, 353, 804, 369]
beob-col-header: mm: [1194, 1479, 1233, 1528]
beob-cell: 8 „ Vm.: [1076, 1563, 1107, 1597]
dampfer-item: „Kaiser Wilhelm der Große“, von Newyork auf der Weser angekommen.: [1028, 793, 1508, 825]
kurs-value: 100: [1005, 1092, 1030, 1107]
kurs-label: 4 pCt. Eutin-Lübecker Prior.-Obligationen: [554, 1327, 826, 1342]
kurs-value: 99,70: [913, 1500, 950, 1515]
